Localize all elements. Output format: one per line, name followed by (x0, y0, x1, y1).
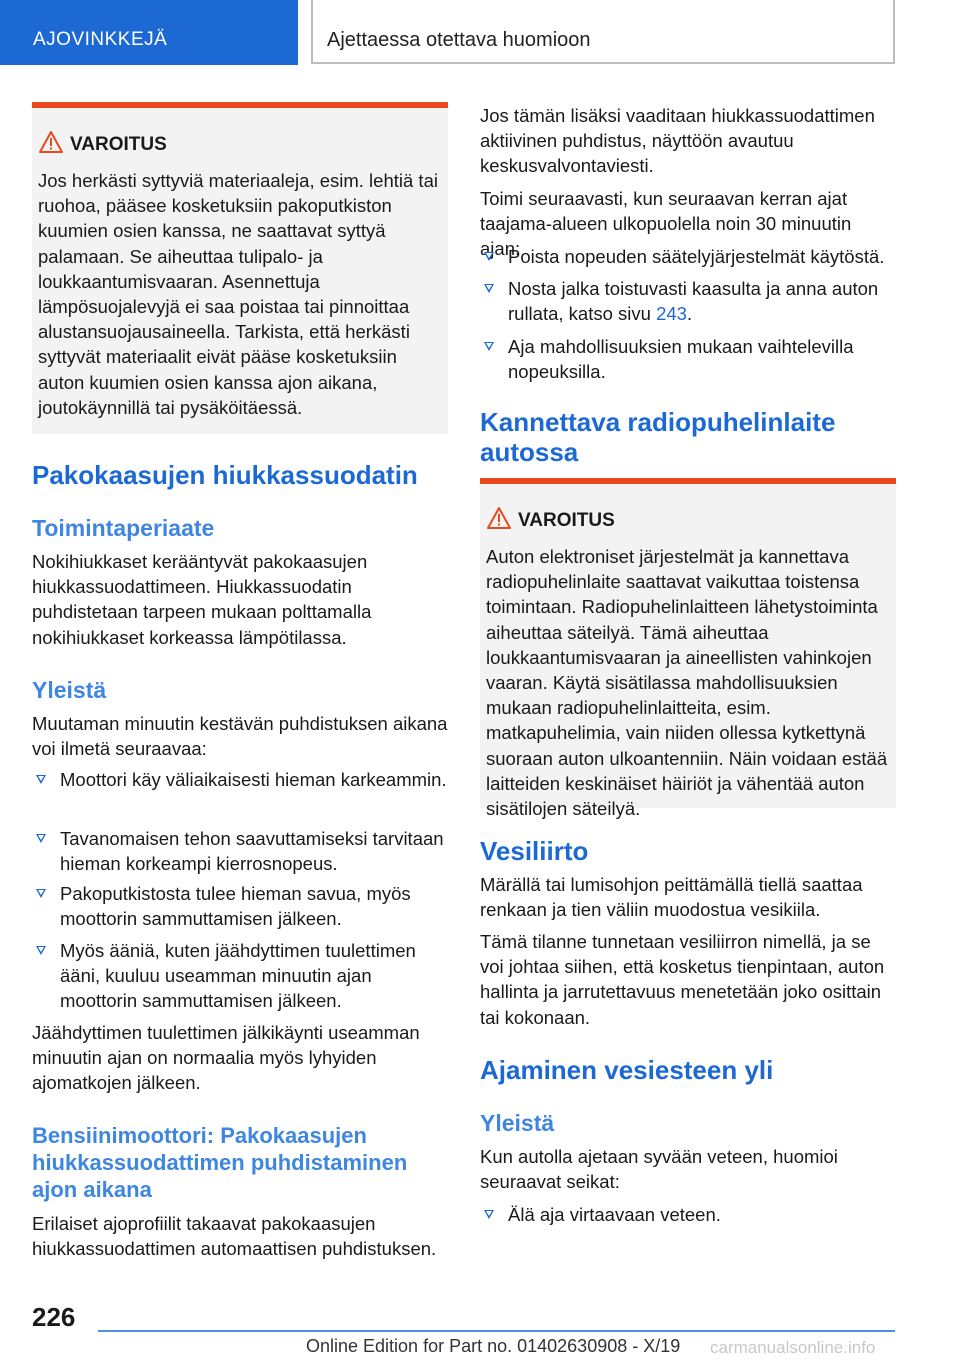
warning-box (480, 478, 896, 820)
warning-box (32, 102, 448, 434)
principle-text: Nokihiukkaset kerääntyvät pakokaasujen hiukkassuodattimeen. Hiukkassuodatin puhdistetaan tarpeen mukaan polttamalla nokihiukkaset korkeassa lämpötilassa. (32, 551, 372, 648)
active-cleaning-text: Jos tämän lisäksi vaaditaan hiukkassuodattimen aktiivinen puhdistus, näyttöön avautuu keskusvalvontaviesti. (480, 105, 875, 177)
list-item (32, 826, 448, 876)
heading-principle: Toimintaperiaate (32, 515, 215, 541)
bullet-triangle-icon (36, 946, 46, 955)
list-item-text: Tavanomaisen tehon saavuttamiseksi tarvitaan hieman korkeampi kierrosnopeus. (60, 828, 444, 875)
list-item-text: Aja mahdollisuuksien mukaan vaihtelevilla nopeuksilla. (508, 336, 854, 383)
list-item-text-end: . (686, 303, 693, 325)
heading-water-crossing: Ajaminen vesiesteen yli (480, 1055, 774, 1085)
heading-radio: Kannettava radiopuhelinlaite autossa (480, 407, 836, 467)
watermark: carmanualsonline.info (710, 1338, 876, 1357)
chapter-title: Ajettaessa otettava huomioon (327, 29, 591, 51)
warning-text: Jos herkästi syttyviä materiaaleja, esim. lehtiä tai ruohoa, pääsee kosketuksiin pakoputkiston kuumien osien kanssa, ne saattavat syttyä palamaan. Se aiheuttaa tulipalo- ja loukkaantumisvaaran. Asennettuja lämpösuojalevyjä ei saa poistaa tai pinnoittaa alustansuojausaineella. Tarkista, että herkästi syttyvät materiaalit eivät pääse kosketuksiin auton kuumien osien kanssa ajon aikana, joutokäynnillä tai pysäköitäessä. (38, 170, 438, 418)
page-number: 226 (32, 1302, 76, 1332)
bullet-triangle-icon (36, 834, 46, 843)
list-item (480, 276, 896, 326)
heading-aquaplaning: Vesiliirto (480, 836, 589, 866)
page-link[interactable]: 243 (656, 303, 687, 325)
list-item-text: Älä aja virtaavaan veteen. (508, 1204, 721, 1225)
list-item-text: Poista nopeuden säätelyjärjestelmät käytöstä. (508, 246, 885, 267)
list-item-text: Pakoputkistosta tulee hieman savua, myös moottorin sammuttamisen jälkeen. (60, 883, 411, 930)
water-text: Kun autolla ajetaan syvään veteen, huomioi seuraavat seikat: (480, 1146, 838, 1193)
bullet-triangle-icon (484, 1210, 494, 1219)
heading-particle-filter: Pakokaasujen hiukkassuodatin (32, 460, 418, 490)
section-tab (0, 0, 298, 65)
bullet-triangle-icon (484, 342, 494, 351)
action-text: Toimi seuraavasti, kun seuraavan kerran ajat taajama-alueen ulkopuolella noin 30 minuutin ajan: (480, 188, 852, 260)
list-item-text: Moottori käy väliaikaisesti hieman karkeammin. (60, 769, 447, 790)
fan-text: Jäähdyttimen tuulettimen jälkikäynti useamman minuutin ajan on normaalia myös lyhyiden ajomatkojen jälkeen. (32, 1022, 420, 1094)
chapter-header (311, 0, 895, 64)
warning-text: Auton elektroniset järjestelmät ja kannettava radiopuhelinlaite saattavat vaikuttaa toistensa toimintaan. Radiopuhelinlaitteen lähetystoiminta aiheuttaa säteilyä. Tämä aiheuttaa loukkaantumisvaaran ja aineellisten vahinkojen vaaran. Käytä sisätilassa mahdollisuuksien mukaan radiopuhelinlaitteita, esim. matkapuhelimia, vain niiden ollessa kytkettynä suoraan auton ulkoantenniin. Näin voidaan estää laitteiden keskinäiset häiriöt ja vähentää auton sisätilojen säteilyä. (486, 546, 888, 820)
list-item (32, 938, 448, 1014)
heading-general: Yleistä (32, 677, 107, 703)
general-text: Muutaman minuutin kestävän puhdistuksen aikana voi ilmetä seuraavaa: (32, 713, 448, 760)
list-item-text (508, 276, 896, 326)
footer-divider (98, 1330, 895, 1332)
bullet-triangle-icon (36, 775, 46, 784)
list-item (480, 334, 896, 384)
aquaplaning-text-2: Tämä tilanne tunnetaan vesiliirron nimellä, ja se voi johtaa siihen, että kosketus tienpintaan, auton hallinta ja jarrutettavuus menetetään joko osittain tai kokonaan. (480, 931, 885, 1028)
list-item (32, 767, 448, 792)
bullet-triangle-icon (484, 252, 494, 261)
list-item (480, 244, 896, 269)
list-item-text-part: Nosta jalka toistuvasti kaasulta ja anna auton rullata, katso sivu (508, 278, 879, 325)
warning-triangle-icon (486, 506, 512, 530)
warning-title: VAROITUS (518, 510, 615, 531)
section-title: AJOVINKKEJÄ (33, 29, 168, 50)
bullet-triangle-icon (484, 284, 494, 293)
bullet-triangle-icon (36, 889, 46, 898)
aquaplaning-text-1: Märällä tai lumisohjon peittämällä tiellä saattaa renkaan ja tien väliin muodostua vesikiila. (480, 874, 863, 921)
list-item-text: Myös ääniä, kuten jäähdyttimen tuulettimen ääni, kuuluu useamman minuutin ajan moottorin sammuttamisen jälkeen. (60, 940, 416, 1012)
list-item (32, 881, 448, 931)
edition-text: Online Edition for Part no. 01402630908 - X/19 (306, 1336, 681, 1356)
petrol-text: Erilaiset ajoprofiilit takaavat pakokaasujen hiukkassuodattimen automaattisen puhdistuksen. (32, 1213, 437, 1260)
warning-title: VAROITUS (70, 134, 167, 155)
list-item (480, 1202, 896, 1227)
heading-petrol: Bensiinimoottori: Pakokaasujen hiukkassuodattimen puhdistaminen ajon aikana (32, 1123, 408, 1202)
warning-triangle-icon (38, 130, 64, 154)
heading-general: Yleistä (480, 1110, 555, 1136)
